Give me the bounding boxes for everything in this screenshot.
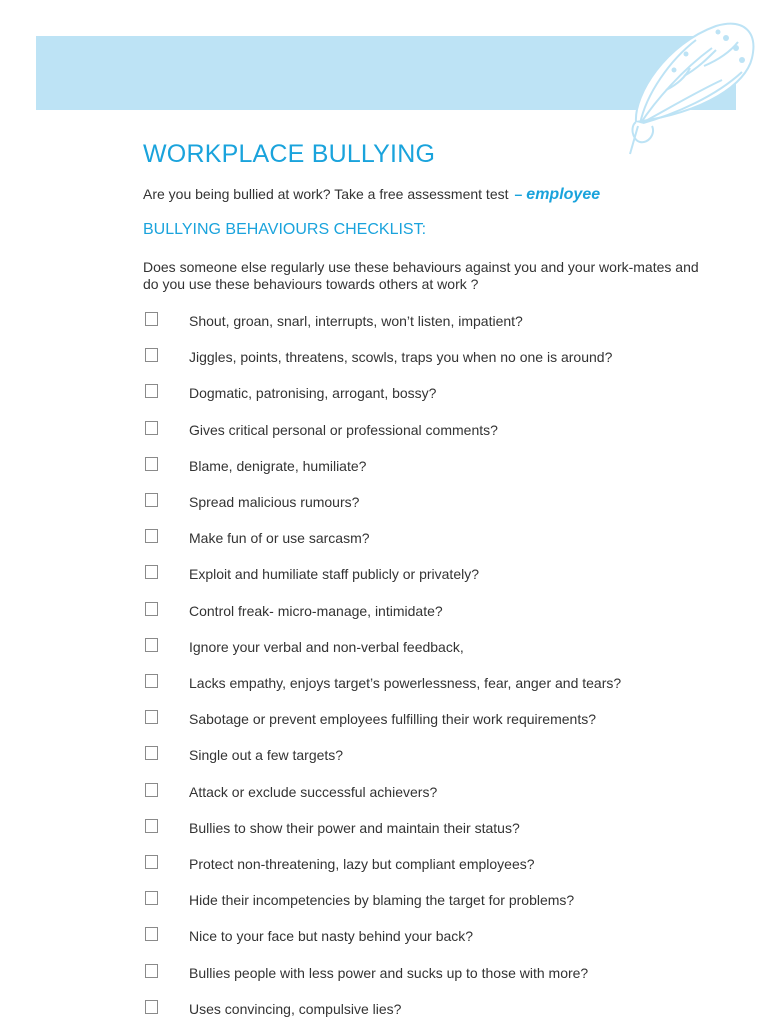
checklist-item-label: Nice to your face but nasty behind your back? xyxy=(189,928,474,944)
checklist-item xyxy=(0,891,700,913)
checklist-item-label: Gives critical personal or professional comments? xyxy=(189,422,498,438)
checklist-item xyxy=(0,927,700,949)
checkbox[interactable] xyxy=(145,384,158,398)
checklist-item-label: Exploit and humiliate staff publicly or privately? xyxy=(189,566,480,582)
checklist-item xyxy=(0,674,700,696)
checklist-item-label: Make fun of or use sarcasm? xyxy=(189,530,370,546)
checklist-item-label: Dogmatic, patronising, arrogant, bossy? xyxy=(189,385,437,401)
checklist-item xyxy=(0,710,700,732)
checkbox[interactable] xyxy=(145,529,158,543)
section-heading: BULLYING BEHAVIOURS CHECKLIST: xyxy=(143,221,427,238)
checklist-item-label: Shout, groan, snarl, interrupts, won’t listen, impatient? xyxy=(189,313,523,329)
checklist-item xyxy=(0,384,700,406)
checklist-item xyxy=(0,312,700,334)
subtitle-dash: – xyxy=(514,186,523,202)
checklist-item xyxy=(0,964,700,986)
checklist-item xyxy=(0,1000,700,1022)
checkbox[interactable] xyxy=(145,710,158,724)
subtitle xyxy=(143,186,600,204)
intro-paragraph: Does someone else regularly use these behaviours against you and your work-mates and do you use these behaviours towards others at work ? xyxy=(143,259,699,292)
checklist-item xyxy=(0,565,700,587)
checklist-item xyxy=(0,746,700,768)
checklist-item-label: Control freak- micro-manage, intimidate? xyxy=(189,603,443,619)
checklist-item-label: Uses convincing, compulsive lies? xyxy=(189,1001,402,1017)
checklist-item-label: Jiggles, points, threatens, scowls, traps you when no one is around? xyxy=(189,349,613,365)
checkbox[interactable] xyxy=(145,783,158,797)
checkbox[interactable] xyxy=(145,638,158,652)
checklist-item-label: Blame, denigrate, humiliate? xyxy=(189,458,367,474)
checklist-item xyxy=(0,855,700,877)
checklist-item-label: Attack or exclude successful achievers? xyxy=(189,784,438,800)
checklist-item xyxy=(0,602,700,624)
checkbox[interactable] xyxy=(145,891,158,905)
checkbox[interactable] xyxy=(145,312,158,326)
checklist-item-label: Bullies people with less power and sucks up to those with more? xyxy=(189,965,589,981)
checkbox[interactable] xyxy=(145,493,158,507)
checkbox[interactable] xyxy=(145,855,158,869)
checkbox[interactable] xyxy=(145,565,158,579)
checklist-item-label: Spread malicious rumours? xyxy=(189,494,360,510)
checkbox[interactable] xyxy=(145,348,158,362)
checklist-item xyxy=(0,529,700,551)
checkbox[interactable] xyxy=(145,674,158,688)
checklist-item xyxy=(0,421,700,443)
checklist-item xyxy=(0,493,700,515)
checklist-item xyxy=(0,457,700,479)
checklist-item-label: Lacks empathy, enjoys target’s powerlessness, fear, anger and tears? xyxy=(189,675,622,691)
checklist-item xyxy=(0,783,700,805)
checkbox[interactable] xyxy=(145,421,158,435)
checklist-item xyxy=(0,348,700,370)
audience-label: employee xyxy=(526,186,601,203)
checkbox[interactable] xyxy=(145,746,158,760)
checklist-item-label: Single out a few targets? xyxy=(189,747,344,763)
checkbox[interactable] xyxy=(145,602,158,616)
checklist-item xyxy=(0,819,700,841)
checklist-item-label: Bullies to show their power and maintain their status? xyxy=(189,820,520,836)
checklist-item xyxy=(0,638,700,660)
checkbox[interactable] xyxy=(145,1000,158,1014)
checklist-item-label: Sabotage or prevent employees fulfilling their work requirements? xyxy=(189,711,596,727)
checkbox[interactable] xyxy=(145,927,158,941)
butterfly-icon xyxy=(626,14,762,156)
checklist-item-label: Protect non-threatening, lazy but compliant employees? xyxy=(189,856,535,872)
subtitle-text: Are you being bullied at work? Take a free assessment test xyxy=(143,186,509,202)
checklist-item-label: Ignore your verbal and non-verbal feedback, xyxy=(189,639,464,655)
page-title: WORKPLACE BULLYING xyxy=(143,140,436,168)
checkbox[interactable] xyxy=(145,819,158,833)
checkbox[interactable] xyxy=(145,457,158,471)
checklist-item-label: Hide their incompetencies by blaming the target for problems? xyxy=(189,892,575,908)
checkbox[interactable] xyxy=(145,964,158,978)
